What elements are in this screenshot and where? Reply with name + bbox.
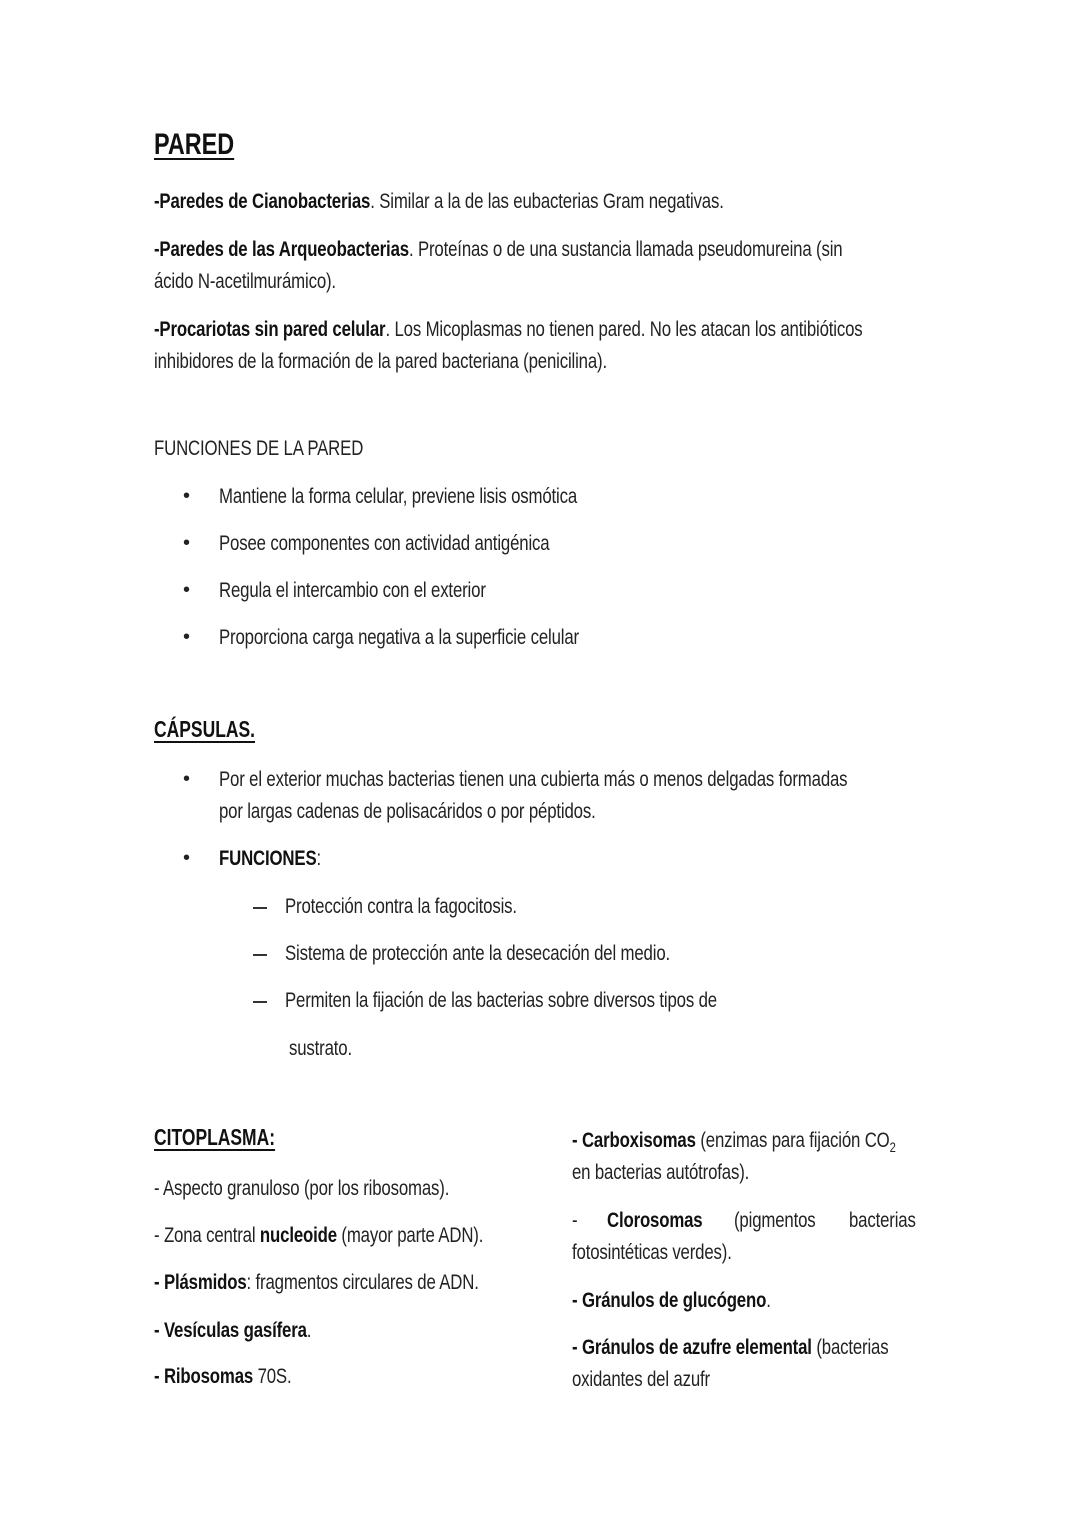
capsulas-funcion-item: Sistema de protección ante la desecación del medio. [285,942,671,965]
funciones-pared-item: Proporciona carga negativa a la superficie celular [219,626,579,649]
pared-item-arqueobacterias: -Paredes de las Arqueobacterias. Proteínas o de una sustancia llamada pseudomureina (sin [154,238,843,261]
citoplasma-right-item: - Gránulos de glucógeno. [572,1289,771,1312]
funciones-pared-item: Mantiene la forma celular, previene lisis osmótica [219,485,578,508]
funciones-pared-title: FUNCIONES DE LA PARED [154,437,364,460]
citoplasma-left-item: - Zona central nucleoide (mayor parte ADN). [154,1224,484,1247]
capsulas-funcion-item-cont: sustrato. [289,1037,352,1060]
pared-item-arqueobacterias-cont: ácido N-acetilmurámico). [154,270,336,293]
capsulas-funciones-label: FUNCIONES: [219,847,322,870]
citoplasma-right-item-bold: Clorosomas [607,1209,703,1232]
citoplasma-right-item: - Gránulos de azufre elemental (bacterias [572,1336,889,1359]
funciones-pared-item: Regula el intercambio con el exterior [219,579,486,602]
capsulas-heading: CÁPSULAS. [154,716,256,742]
citoplasma-right-item-cont: fotosintéticas verdes). [572,1241,732,1264]
citoplasma-left-item: - Ribosomas 70S. [154,1365,292,1388]
pared-heading: PARED [154,128,235,161]
dash-icon [253,1001,267,1003]
dash-icon [253,907,267,909]
funciones-pared-item: Posee componentes con actividad antigénica [219,532,550,555]
bullet-icon: • [183,579,191,601]
pared-item-procariotas-cont: inhibidores de la formación de la pared bacteriana (penicilina). [154,350,607,373]
capsulas-funcion-item: Protección contra la fagocitosis. [285,895,517,918]
citoplasma-right-item-cont: oxidantes del azufr [572,1368,710,1391]
citoplasma-left-item: - Plásmidos: fragmentos circulares de ADN. [154,1271,479,1294]
capsulas-funcion-item: Permiten la fijación de las bacterias sobre diversos tipos de [285,989,717,1012]
citoplasma-heading: CITOPLASMA: [154,1124,276,1150]
capsulas-item: Por el exterior muchas bacterias tienen una cubierta más o menos delgadas formadas [219,768,848,791]
citoplasma-left-item: - Aspecto granuloso (por los ribosomas). [154,1177,450,1200]
capsulas-item-cont: por largas cadenas de polisacáridos o por péptidos. [219,800,596,823]
bullet-icon: • [183,532,191,554]
citoplasma-right-item-word: (pigmentos [734,1209,816,1232]
bullet-icon: • [183,485,191,507]
pared-item-procariotas: -Procariotas sin pared celular. Los Micoplasmas no tienen pared. No les atacan los antibióticos [154,318,863,341]
citoplasma-right-item-cont: en bacterias autótrofas). [572,1161,750,1184]
dash-icon [253,954,267,956]
bullet-icon: • [183,626,191,648]
bullet-icon: • [183,768,191,790]
citoplasma-right-item: - Carboxisomas (enzimas para fijación $CO_2$ [572,1129,896,1156]
citoplasma-right-item: - [572,1209,578,1232]
citoplasma-right-item-word: bacterias [849,1209,916,1232]
citoplasma-left-item: - Vesículas gasífera. [154,1319,312,1342]
bullet-icon: • [183,847,191,869]
pared-item-cianobacterias: -Paredes de Cianobacterias. Similar a la de las eubacterias Gram negativas. [154,190,724,213]
